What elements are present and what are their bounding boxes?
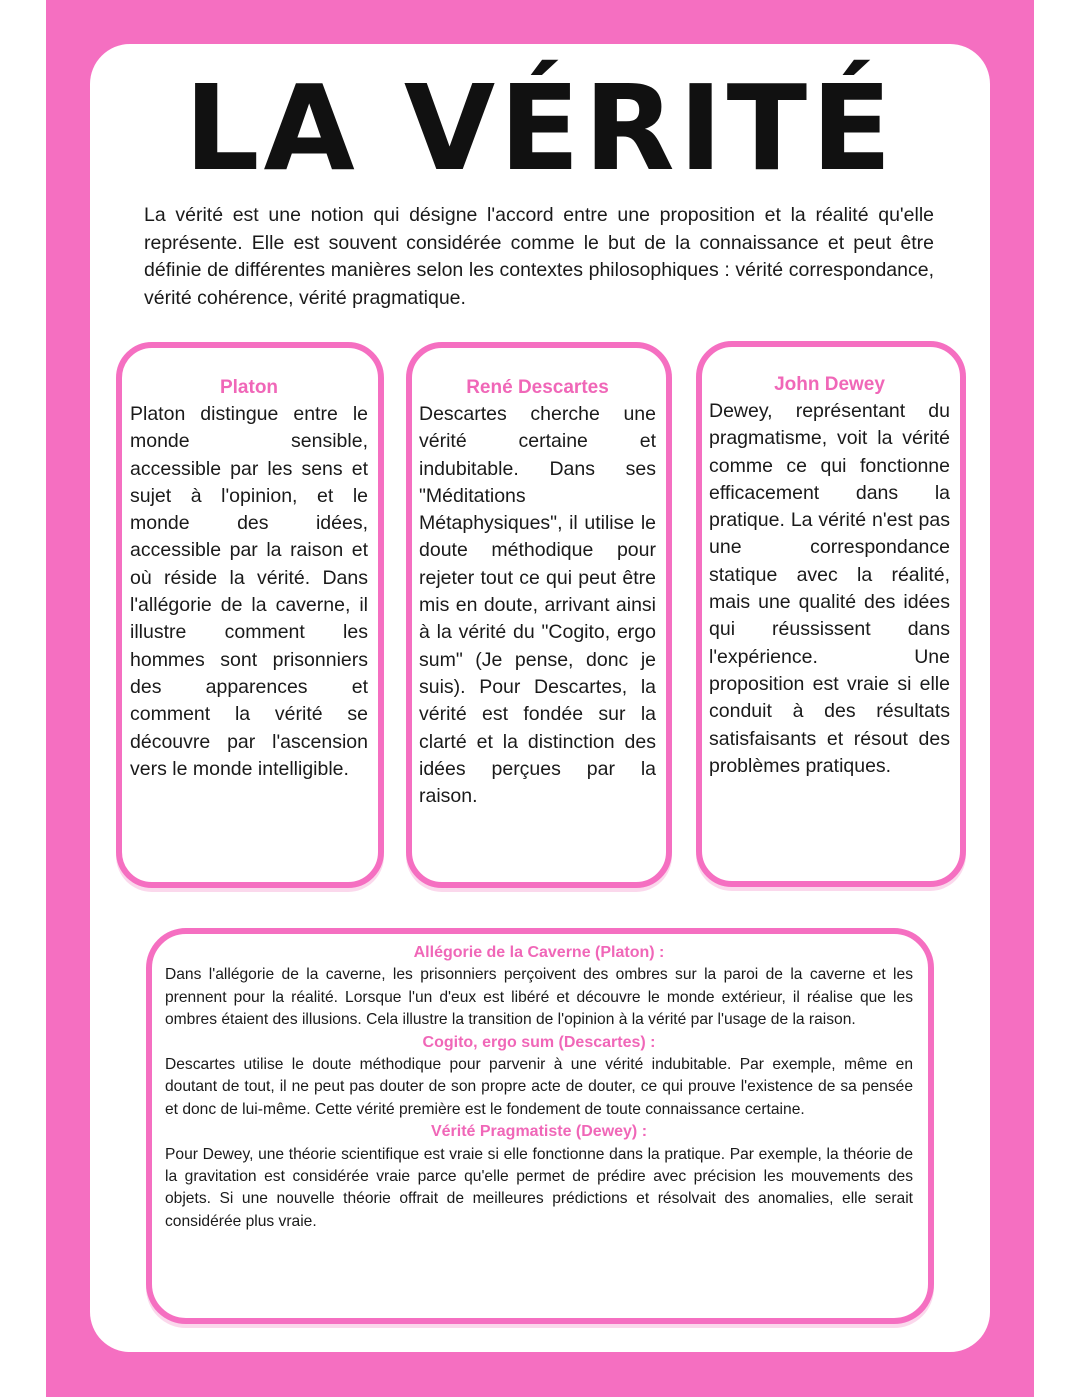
example-text-cogito: Descartes utilise le doute méthodique pour parvenir à une vérité indubitable. Par exemple, même en doutant de tout, il ne peut pas douter de son propre acte de douter, ce qui prouve l'existence de sa pensée et donc de lui-même. Cette vérité première est le fondement de toute connaissance certaine. — [165, 1056, 913, 1118]
example-title-caverne: Allégorie de la Caverne (Platon) : — [413, 944, 665, 961]
example-text-caverne: Dans l'allégorie de la caverne, les prisonniers perçoivent des ombres sur la paroi de la caverne et les prennent pour la réalité. Lorsque l'un d'eux est libéré et découvre le monde extérieur, il réalise que les ombres étaient des illusions. Cela illustre la transition de l'opinion à la vérité par l'usage de la raison. — [165, 966, 913, 1029]
philosopher-card-descartes — [406, 342, 672, 888]
page-title: LA VÉRITÉ — [184, 59, 896, 197]
card-title-platon: Platon — [219, 377, 279, 398]
card-title-dewey: John Dewey — [774, 374, 885, 395]
example-title-pragmatiste: Vérité Pragmatiste (Dewey) : — [430, 1123, 648, 1141]
intro-paragraph: La vérité est une notion qui désigne l'accord entre une proposition et la réalité qu'elle représente. Elle est souvent considérée comme le but de la connaissance et peut être définie de différentes manières selon les contextes philosophiques : vérité correspondance, vérité cohérence, vérité pragmatique. — [144, 204, 934, 309]
philosopher-card-platon — [116, 342, 384, 888]
philosopher-card-dewey — [696, 341, 966, 887]
card-text-platon: Platon distingue entre le monde sensible, accessible par les sens et sujet à l'opinion, et le monde des idées, accessible par la raison et où réside la vérité. Dans l'allégorie de la caverne, il illustre comment les hommes sont prisonniers des apparences et comment la vérité se découvre par l'ascension vers le monde intelligible. — [130, 403, 368, 780]
card-title-descartes: René Descartes — [466, 377, 609, 398]
examples-box — [146, 928, 934, 1324]
example-text-pragmatiste: Pour Dewey, une théorie scientifique est vraie si elle fonctionne dans la pratique. Par exemple, la théorie de la gravitation est considérée vraie parce qu'elle permet de prédire avec précision les mouvements des objets. Si une nouvelle théorie offrait de meilleures prédictions et résolvait des anomalies, elle serait considérée plus vraie. — [165, 1145, 913, 1230]
card-text-descartes: Descartes cherche une vérité certaine et indubitable. Dans ses "Méditations Métaphysiques", il utilise le doute méthodique pour rejeter tout ce qui peut être mis en doute, arrivant ainsi à la vérité du "Cogito, ergo sum" (Je pense, donc je suis). Pour Descartes, la vérité est fondée sur la clarté et la distinction des idées perçues par la raison. — [419, 403, 656, 808]
card-text-dewey: Dewey, représentant du pragmatisme, voit la vérité comme ce qui fonctionne efficacement dans la pratique. La vérité n'est pas une correspondance statique avec la réalité, mais une qualité des idées qui réussissent dans l'expérience. Une proposition est vraie si elle conduit à des résultats satisfaisants et résout des problèmes pratiques. — [709, 400, 950, 777]
example-title-cogito: Cogito, ergo sum (Descartes) : — [422, 1033, 656, 1051]
